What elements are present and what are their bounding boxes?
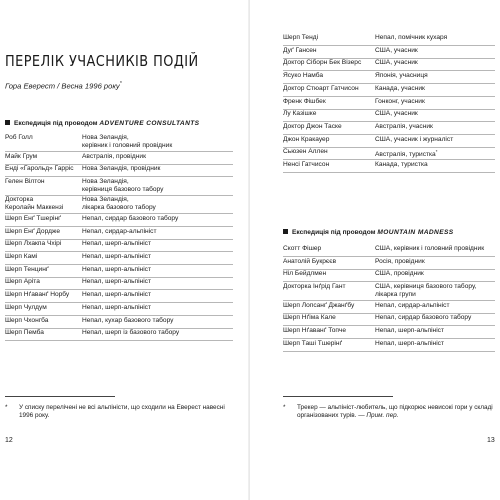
participant-role: Нова Зеландія, провідник	[82, 165, 161, 173]
table-row	[283, 46, 495, 59]
table-row	[5, 303, 233, 316]
participant-role: Непал, шерп-альпініст	[375, 339, 444, 347]
participant-role: Японія, учасниця	[375, 72, 428, 80]
participant-name: Майк Грум	[5, 152, 38, 160]
table-row	[283, 97, 495, 110]
table-row	[5, 328, 233, 341]
participant-role: США, провідник	[375, 270, 424, 278]
participant-name: Шерп Таші Тшерінґ	[283, 339, 343, 347]
table-row	[5, 239, 233, 252]
table-row	[283, 33, 495, 46]
participant-name: Доктор Джон Таске	[283, 122, 342, 130]
page-title: ПЕРЕЛІК УЧАСНИКІВ ПОДІЙ	[5, 52, 199, 70]
footnote-translator-note: Прим. пер.	[366, 412, 399, 420]
participant-name: Шерп Нґіма Кале	[283, 314, 336, 322]
participant-name: Шерп Чулдум	[5, 303, 47, 311]
participant-role: Нова Зеландія, керівник і головний провідник	[82, 134, 173, 149]
table-row	[5, 214, 233, 227]
participant-role: Непал, шерп-альпініст	[82, 265, 151, 273]
participant-name: Шерп Чхонгба	[5, 316, 49, 324]
right-page	[250, 0, 500, 500]
participant-name: Шерп Нґаванґ Норбу	[5, 291, 70, 299]
participant-name: Енді «Гарольд» Гарріс	[5, 165, 74, 173]
participant-role: Росія, провідник	[375, 257, 425, 265]
page-subtitle	[5, 81, 122, 91]
participant-role: Австралія, учасник	[375, 122, 433, 130]
table-row	[283, 84, 495, 97]
expedition-prefix: Експедиція під проводом	[14, 120, 98, 127]
participant-name: Шерп Енґ Тшерінґ	[5, 214, 61, 222]
footnote-mark: *	[283, 404, 286, 411]
table-row	[5, 177, 233, 196]
participant-name: Джон Кракауер	[283, 135, 330, 143]
participant-name: Шерп Нґаванґ Топче	[283, 327, 347, 334]
footnote-rule	[5, 396, 115, 397]
participant-name: Ненсі Гатчисон	[283, 161, 330, 168]
footnote-text: У списку перелічені не всі альпіністи, що сходили на Еверест навесні 1996 року.	[19, 404, 225, 420]
participant-name: Анатолій Букрєєв	[283, 257, 337, 265]
participant-role: Непал, шерп із базового табору	[82, 329, 180, 337]
table-row	[5, 152, 233, 165]
participant-name: Доктор Стюарт Гатчисон	[283, 84, 359, 92]
table-row	[5, 265, 233, 278]
table-row	[5, 290, 233, 303]
expedition-heading-mountain-madness	[283, 229, 454, 236]
participant-role: Непал, шерп-альпініст	[82, 240, 151, 248]
table-row	[283, 160, 495, 173]
participant-role: Непал, шерп-альпініст	[375, 327, 444, 334]
participant-role: Непал, сирдар-альпініст	[82, 227, 157, 235]
participant-role: Непал, шерп-альпініст	[82, 291, 151, 299]
table-row	[283, 58, 495, 71]
participant-role: Непал, шерп-альпініст	[82, 303, 151, 311]
table-row	[283, 135, 495, 148]
participant-role: Непал, кухар базового табору	[82, 316, 174, 324]
subtitle-text: Гора Еверест / Весна 1996 року	[5, 81, 120, 91]
footnote-rule	[283, 396, 393, 397]
participant-role: Канада, учасник	[375, 84, 425, 92]
participant-name: Шерп Енґ Дордже	[5, 227, 61, 235]
subtitle-footnote-mark: *	[119, 81, 122, 87]
footnote-body: Трекер — альпініст-любитель, що підкорює невисокі гори у складі організованих турів. —	[297, 404, 493, 420]
participant-name: Докторка Керолайн Маккензі	[5, 196, 64, 212]
participant-role: США, учасник і журналіст	[375, 135, 454, 143]
participant-role: Гонконг, учасник	[375, 97, 425, 105]
table-row	[283, 313, 495, 326]
participant-role: США, учасник	[375, 59, 418, 67]
participant-role: Канада, туристка	[375, 161, 428, 168]
participant-name: Френк Фішбек	[283, 97, 326, 105]
table-row	[5, 195, 233, 214]
page-number-left: 12	[5, 437, 13, 444]
table-row	[283, 282, 495, 301]
participant-role: Нова Зеландія, лікарка базового табору	[82, 196, 156, 212]
participant-name: Роб Голл	[5, 134, 33, 141]
footnote-mark: *	[5, 404, 8, 411]
participant-role: США, керівник і головний провідник	[375, 245, 485, 252]
participant-name: Шерп Лхакпа Чхірі	[5, 240, 62, 248]
page-number-right: 13	[487, 437, 495, 444]
expedition-name: MOUNTAIN MADNESS	[377, 229, 454, 236]
bullet-square	[283, 229, 288, 234]
participant-role: Непал, сирдар базового табору	[82, 214, 179, 222]
participant-name: Докторка Інґрід Гант	[283, 283, 346, 291]
participant-name: Шерп Камі	[5, 253, 38, 260]
table-row	[5, 252, 233, 265]
participant-role: Австралія, провідник	[82, 152, 146, 160]
participant-name: Дуґ Гансен	[283, 46, 317, 54]
participant-name: Шерп Тенді	[283, 34, 319, 41]
participant-role: Непал, шерп-альпініст	[82, 278, 151, 286]
participant-role: Непал, сирдар-альпініст	[375, 301, 450, 309]
participant-name: Скотт Фішер	[283, 245, 322, 252]
table-row	[5, 227, 233, 240]
participant-name: Сьюзен Аллен	[283, 148, 328, 156]
participant-name: Ясуко Намба	[283, 72, 323, 80]
table-row	[283, 122, 495, 135]
participant-role: США, керівниця базового табору, лікарка групи	[375, 283, 477, 299]
table-row	[283, 244, 495, 257]
footnote-mark: *	[435, 149, 438, 155]
footnote-text	[297, 404, 497, 421]
table-row	[283, 109, 495, 122]
participant-role: Непал, помічник кухаря	[375, 34, 448, 41]
table-row	[5, 164, 233, 177]
expedition-heading-adventure-consultants	[5, 120, 199, 127]
participant-role: Непал, сирдар базового табору	[375, 314, 472, 322]
participant-role: Австралія, туристка*	[375, 149, 438, 159]
table-row	[283, 71, 495, 84]
table-row	[283, 147, 495, 160]
table-row	[283, 339, 495, 352]
participant-role: США, учасник	[375, 46, 418, 54]
table-row	[283, 326, 495, 339]
participant-name: Шерп Лопсанґ Джанґбу	[283, 301, 355, 309]
table-row	[283, 257, 495, 270]
table-row	[5, 133, 233, 152]
table-row	[283, 301, 495, 314]
table-row	[283, 269, 495, 282]
participant-name: Доктор Сіборн Бек Візерс	[283, 59, 362, 67]
participant-name: Лу Казішке	[283, 110, 317, 118]
expedition-prefix: Експедиція під проводом	[292, 229, 376, 236]
table-row	[5, 316, 233, 329]
participant-name: Шерп Тенцинґ	[5, 265, 49, 273]
participant-name: Шерп Аріта	[5, 278, 40, 286]
participant-role: Нова Зеландія, керівниця базового табору	[82, 177, 164, 193]
table-row	[5, 277, 233, 290]
participant-role: США, учасник	[375, 110, 418, 118]
participant-name: Ніл Бейдлмен	[283, 270, 327, 278]
participant-name: Шерп Пемба	[5, 329, 44, 337]
participant-name: Гелен Вілтон	[5, 177, 45, 185]
participant-role: Непал, шерп-альпініст	[82, 253, 151, 260]
expedition-name: ADVENTURE CONSULTANTS	[99, 120, 200, 127]
bullet-square	[5, 120, 10, 125]
